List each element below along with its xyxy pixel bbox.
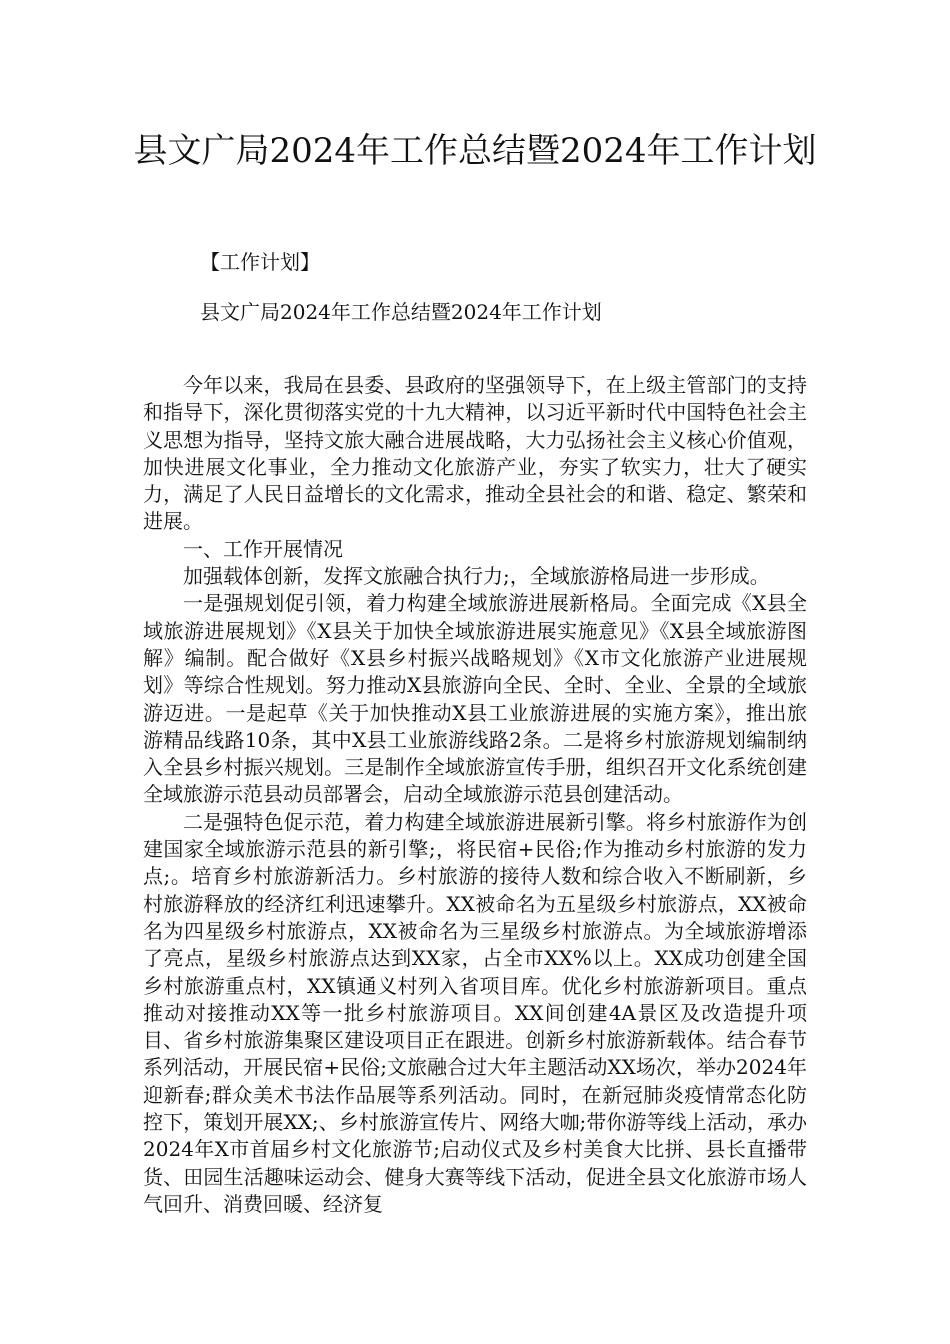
document-title: 县文广局2024年工作总结暨2024年工作计划 [133, 131, 817, 171]
paragraph-features: 二是强特色促示范，着力构建全域旅游进展新引擎。将乡村旅游作为创建国家全域旅游示范县的新引擎;，将民宿+民俗;作为推动乡村旅游的发力点;。培育乡村旅游新活力。乡村旅游的接待人数和综合收入不断刷新，乡村旅游释放的经济红利迅速攀升。XX被命名为五星级乡村旅游点，XX被命名为四星级乡村旅游点，XX被命名为三星级乡村旅游点。为全域旅游增添了亮点，星级乡村旅游点达到XX家，占全市XX%以上。XX成功创建全国乡村旅游重点村，XX镇通义村列入省项目库。优化乡村旅游新项目。重点推动对接推动XX等一批乡村旅游项目。XX间创建4A景区及改造提升项目、省乡村旅游集聚区建设项目正在跟进。创新乡村旅游新载体。结合春节系列活动，开展民宿+民俗;文旅融合过大年主题活动XX场次，举办2024年迎新春;群众美术书法作品展等系列活动。同时，在新冠肺炎疫情常态化防控下，策划开展XX;、乡村旅游宣传片、网络大咖;带你游等线上活动，承办2024年X市首届乡村文化旅游节;启动仪式及乡村美食大比拼、县长直播带货、田园生活趣味运动会、健身大赛等线下活动，促进全县文化旅游市场人气回升、消费回暖、经济复 [143, 809, 807, 1216]
section-heading: 一、工作开展情况 [183, 536, 343, 561]
paragraph-summary: 加强载体创新，发挥文旅融合执行力;，全域旅游格局进一步形成。 [183, 564, 770, 589]
paragraph-intro: 今年以来，我局在县委、县政府的坚强领导下，在上级主管部门的支持和指导下，深化贯彻落实党的十九大精神，以习近平新时代中国特色社会主义思想为指导，坚持文旅大融合进展战略，大力弘扬社会主义核心价值观，加快进展文化事业，全力推动文化旅游产业，夯实了软实力，壮大了硬实力，满足了人民日益增长的文化需求，推动全县社会的和谐、稳定、繁荣和进展。 [143, 373, 807, 534]
document-subtitle: 县文广局2024年工作总结暨2024年工作计划 [200, 300, 602, 324]
category-tag: 【工作计划】 [200, 250, 320, 274]
paragraph-planning: 一是强规划促引领，着力构建全域旅游进展新格局。全面完成《X县全域旅游进展规划》《X县关于加快全域旅游进展实施意见》《X县全域旅游图解》编制。配合做好《X县乡村振兴战略规划》《X市文化旅游产业进展规划》等综合性规划。努力推动X县旅游向全民、全时、全业、全景的全域旅游迈进。一是起草《关于加快推动X县工业旅游进展的实施方案》，推出旅游精品线路10条，其中X县工业旅游线路2条。二是将乡村旅游规划编制纳入全县乡村振兴规划。三是制作全域旅游宣传手册，组织召开文化系统创建全域旅游示范县动员部署会，启动全域旅游示范县创建活动。 [143, 591, 807, 807]
document-body [143, 372, 807, 1218]
